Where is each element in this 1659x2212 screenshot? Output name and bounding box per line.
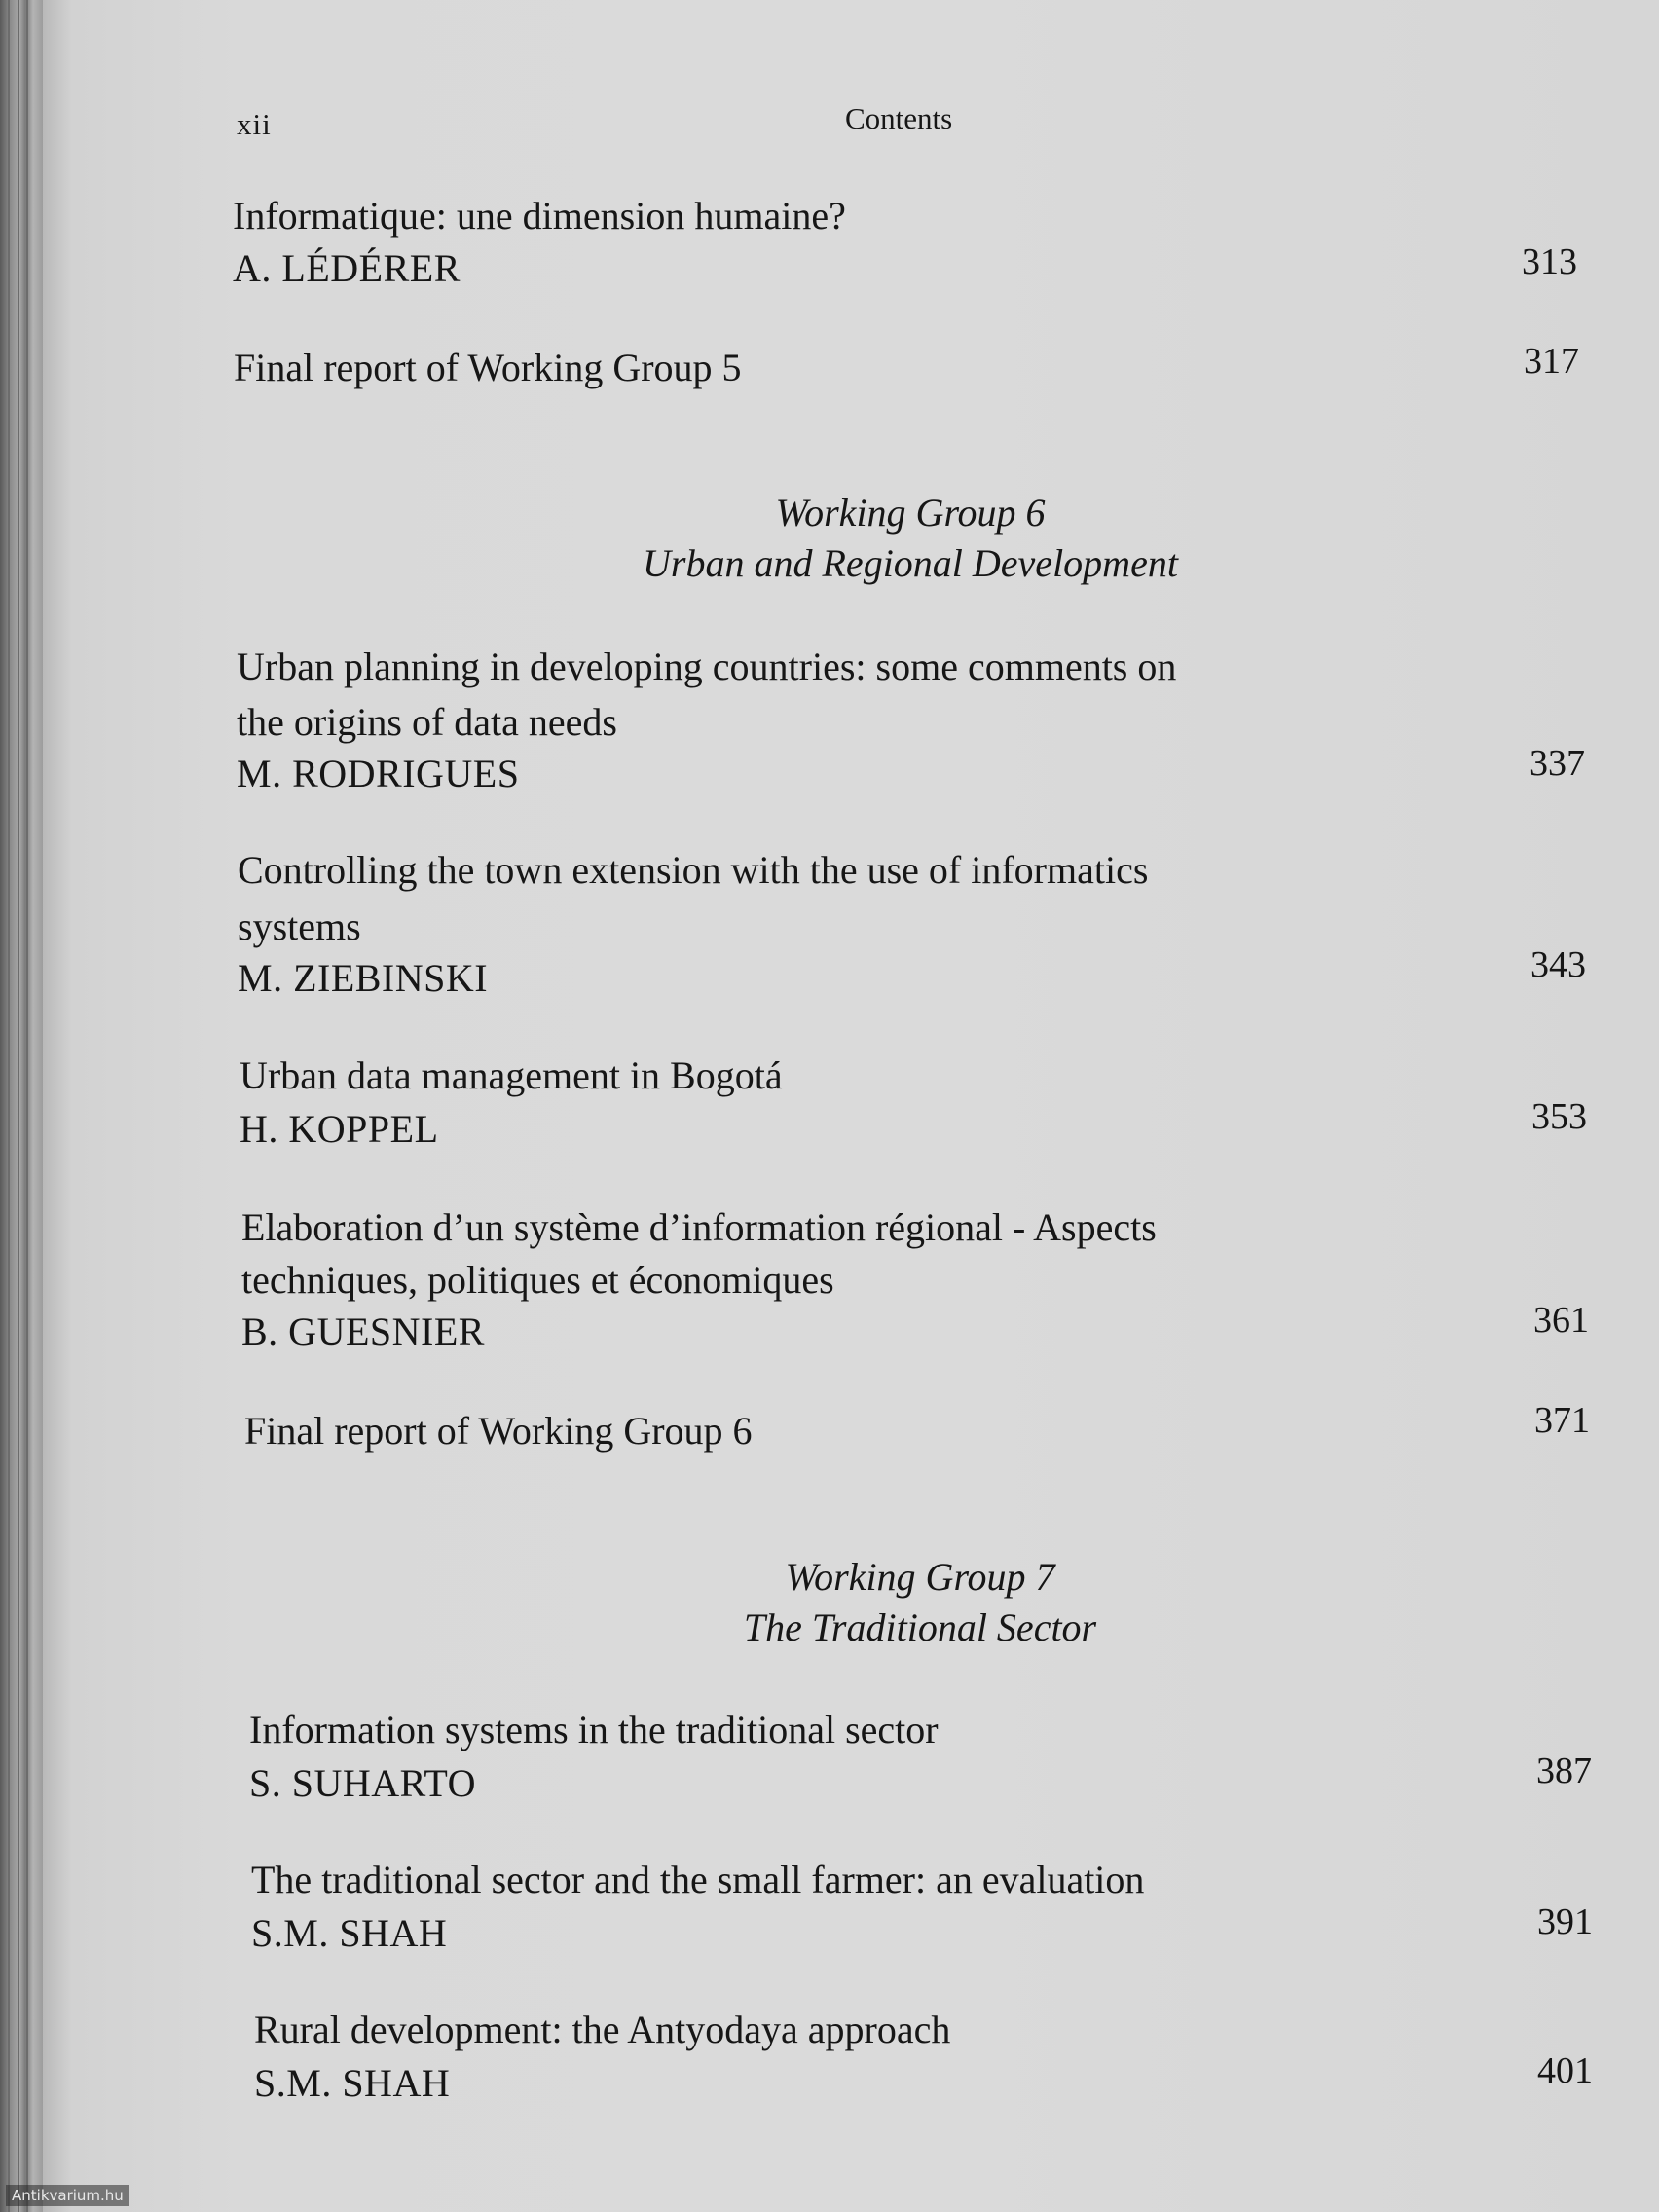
entry-author: M. ZIEBINSKI [238, 956, 489, 1000]
entry-page-number: 313 [1522, 241, 1577, 282]
entry-author: S. SUHARTO [249, 1761, 477, 1805]
entry-title: Urban planning in developing countries: some comments on [237, 645, 1177, 688]
section-group: Working Group 7 [785, 1555, 1055, 1599]
entry-author: H. KOPPEL [240, 1107, 439, 1151]
entry-page-number: 387 [1536, 1751, 1592, 1791]
entry-page-number: 317 [1524, 341, 1579, 382]
entry-page-number: 343 [1530, 944, 1586, 985]
entry-author: B. GUESNIER [241, 1309, 485, 1353]
running-header-title: Contents [845, 101, 953, 135]
page-edge-line [18, 0, 19, 2212]
entry-title: Final report of Working Group 6 [244, 1409, 753, 1453]
entry-page-number: 361 [1533, 1300, 1589, 1341]
entry-page-number: 401 [1537, 2050, 1593, 2091]
section-subject: The Traditional Sector [743, 1605, 1097, 1649]
entry-author: M. RODRIGUES [237, 752, 520, 795]
entry-author: S.M. SHAH [251, 1911, 448, 1955]
entry-title: Information systems in the traditional sector [249, 1708, 939, 1751]
book-gutter [0, 0, 43, 2212]
page-number: xii [237, 107, 272, 141]
entry-title: techniques, politiques et économiques [241, 1258, 834, 1302]
section-group: Working Group 6 [775, 491, 1046, 535]
page-edge-line [26, 0, 28, 2212]
entry-title: Elaboration d’un système d’information régional - Aspects [241, 1205, 1157, 1249]
watermark: Antikvarium.hu [6, 2185, 129, 2206]
entry-page-number: 371 [1534, 1400, 1590, 1441]
section-subject: Urban and Regional Development [643, 541, 1178, 585]
entry-title: Controlling the town extension with the use of informatics [238, 848, 1149, 892]
entry-title: The traditional sector and the small farmer: an evaluation [251, 1858, 1145, 1901]
entry-title: systems [238, 904, 361, 948]
entry-page-number: 353 [1531, 1096, 1587, 1137]
entry-title: Rural development: the Antyodaya approach [254, 2008, 951, 2051]
entry-title: Final report of Working Group 5 [234, 346, 742, 389]
entry-title: Urban data management in Bogotá [240, 1053, 783, 1097]
entry-author: A. LÉDÉRER [233, 246, 461, 290]
entry-title: the origins of data needs [237, 700, 617, 744]
page-edge-line [8, 0, 10, 2212]
entry-title: Informatique: une dimension humaine? [233, 194, 846, 238]
entry-author: S.M. SHAH [254, 2061, 451, 2105]
entry-page-number: 337 [1530, 743, 1585, 784]
entry-page-number: 391 [1537, 1901, 1593, 1942]
